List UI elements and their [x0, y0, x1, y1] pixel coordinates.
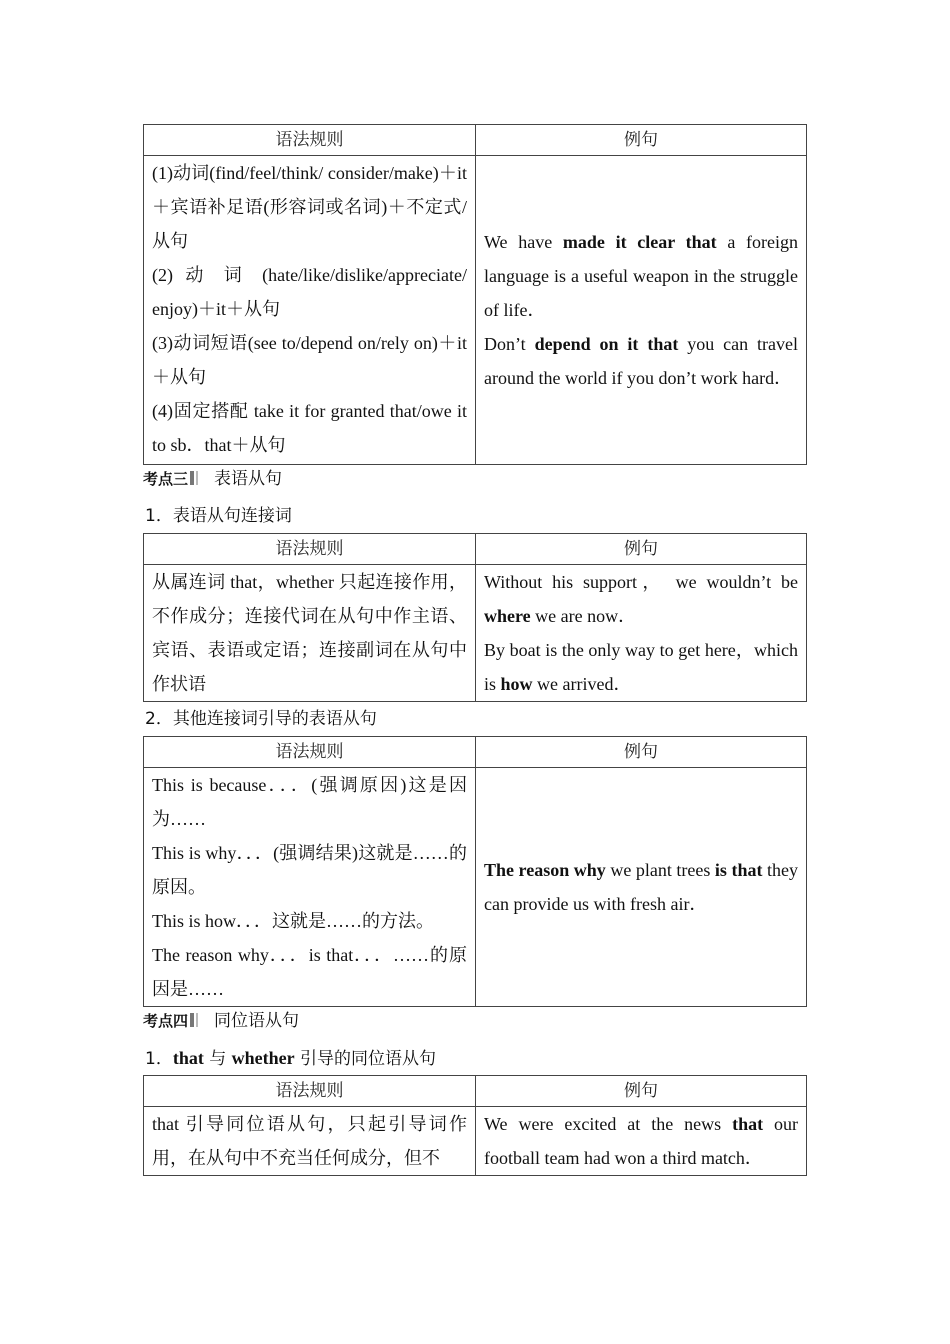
- section-tag: 考点四: [143, 1012, 189, 1030]
- rule-cell: 从属连词 that，whether 只起连接作用，不作成分；连接代词在从句中作主语、宾语、表语或定语；连接副词在从句中作状语: [144, 565, 476, 702]
- rule-cell: [144, 768, 476, 1007]
- grammar-table-3: [143, 736, 807, 1007]
- example-sentence: Without his support， we wouldn’t be where we are now．: [484, 572, 798, 626]
- header-rule: 语法规则: [144, 1076, 476, 1107]
- rule-line: (4)固定搭配 take it for granted that/owe it to sb．that＋从句: [152, 401, 467, 455]
- example-sentence: Don’t depend on it that you can travel around the world if you don’t work hard．: [484, 334, 798, 388]
- subheading-1: 1．表语从句连接词: [145, 506, 292, 526]
- example-cell: [476, 565, 807, 702]
- rule-line: This is why．．．(强调结果)这就是……的原因。: [152, 843, 467, 897]
- header-example: 例句: [476, 125, 807, 156]
- section-heading-4: [143, 1007, 807, 1041]
- grammar-table-1: [143, 124, 807, 465]
- rule-line: (1)动词(find/feel/think/ consider/make)＋it＋宾语补足语(形容词或名词)＋不定式/从句: [152, 163, 467, 251]
- header-rule: 语法规则: [144, 534, 476, 565]
- section-marker: [190, 471, 194, 485]
- header-example: 例句: [476, 534, 807, 565]
- header-example: 例句: [476, 737, 807, 768]
- header-rule: 语法规则: [144, 737, 476, 768]
- section-tag: 考点三: [143, 470, 189, 488]
- rule-cell: that 引导同位语从句，只起引导词作用，在从句中不充当任何成分，但不: [144, 1107, 476, 1176]
- rule-line: (3)动词短语(see to/depend on/rely on)＋it＋从句: [152, 333, 467, 387]
- grammar-table-2: [143, 533, 807, 702]
- example-cell: [476, 1107, 807, 1176]
- section-title: 表语从句: [214, 469, 283, 489]
- document-page: [143, 124, 807, 1176]
- rule-line: (2) 动 词 (hate/like/dislike/appreciate/ enjoy)＋it＋从句: [152, 265, 467, 319]
- rule-line: The reason why．．．is that．．．……的原因是……: [152, 945, 467, 999]
- example-sentence: We were excited at the news that our football team had won a third match．: [484, 1114, 799, 1168]
- header-example: 例句: [476, 1076, 807, 1107]
- subheading-3: 1．that 与 whether 引导的同位语从句: [145, 1048, 437, 1069]
- example-cell: [476, 768, 807, 1007]
- example-cell: [476, 156, 807, 465]
- rule-line: This is because．．．(强调原因)这是因为……: [152, 775, 467, 829]
- example-sentence: We have made it clear that a foreign language is a useful weapon in the struggle of life．: [484, 232, 799, 320]
- header-rule: 语法规则: [144, 125, 476, 156]
- rule-cell: [144, 156, 476, 465]
- section-title: 同位语从句: [214, 1011, 300, 1031]
- rule-line: This is how．．．这就是……的方法。: [152, 911, 435, 931]
- section-heading-3: [143, 465, 807, 499]
- section-marker: [190, 1013, 194, 1027]
- example-sentence: By boat is the only way to get here，which is how we arrived．: [484, 640, 798, 694]
- subheading-2: 2．其他连接词引导的表语从句: [145, 709, 377, 729]
- grammar-table-4: [143, 1075, 807, 1176]
- example-sentence: The reason why we plant trees is that they can provide us with fresh air．: [484, 860, 798, 914]
